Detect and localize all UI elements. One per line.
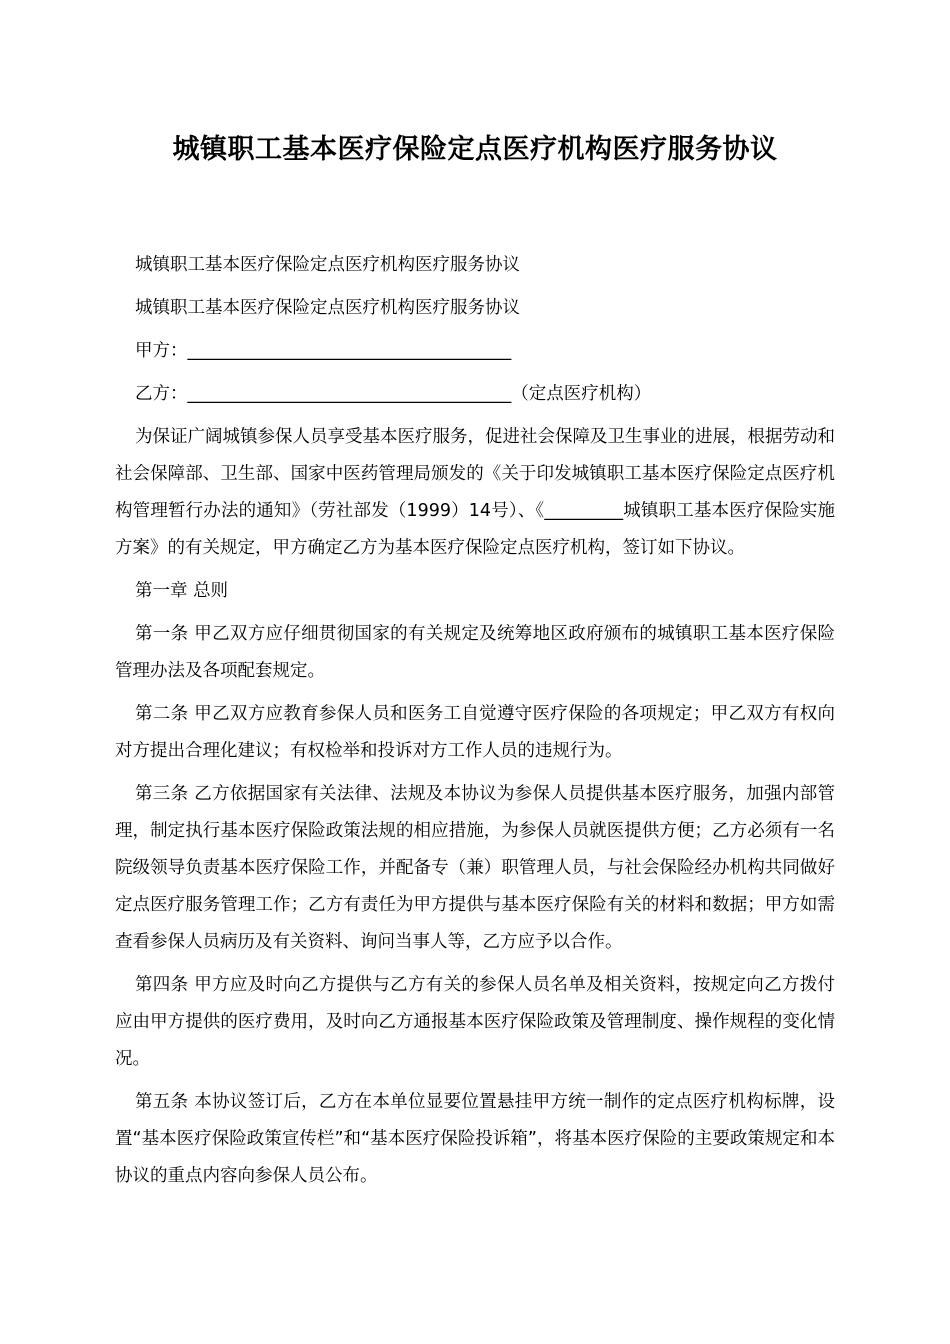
article-1: 第一条 甲乙双方应仔细贯彻国家的有关规定及统筹地区政府颁布的城镇职工基本医疗保险管理办法及各项配套规定。 [115,624,835,681]
article-3: 第三条 乙方依据国家有关法律、法规及本协议为参保人员提供基本医疗服务，加强内部管理，制定执行基本医疗保险政策法规的相应措施，为参保人员就医提供方便；乙方必须有一名院级领导负责基本医疗保险工作，并配备专（兼）职管理人员，与社会保险经办机构共同做好定点医疗服务管理工作；乙方有责任为甲方提供与基本医疗保险有关的材料和数据；甲方如需查看参保人员病历及有关资料、询问当事人等，乙方应予以合作。 [115,784,835,952]
article-4: 第四条 甲方应及时向乙方提供与乙方有关的参保人员名单及相关资料，按规定向乙方拨付应由甲方提供的医疗费用，及时向乙方通报基本医疗保险政策及管理制度、操作规程的变化情况。 [115,975,835,1069]
party-a-line: 甲方：_____________________________________ [135,341,512,361]
article-2: 第二条 甲乙双方应教育参保人员和医务工自觉遵守医疗保险的各项规定；甲乙双方有权向对方提出合理化建议；有权检举和投诉对方工作人员的违规行为。 [115,704,835,761]
article-5: 第五条 本协议签订后，乙方在本单位显要位置悬挂甲方统一制作的定点医疗机构标牌，设置“基本医疗保险政策宣传栏”和“基本医疗保险投诉箱”，将基本医疗保险的主要政策规定和本协议的重点内容向参保人员公布。 [115,1092,835,1186]
chapter-heading: 第一章 总则 [135,581,229,601]
document-title: 城镇职工基本医疗保险定点医疗机构医疗服务协议 [172,134,778,165]
preamble-paragraph: 为保证广阔城镇参保人员享受基本医疗服务，促进社会保障及卫生事业的进展，根据劳动和社会保障部、卫生部、国家中医药管理局颁发的《关于印发城镇职工基本医疗保险定点医疗机构管理暂行办法的通知》（劳社部发（1999）14号）、《_________城镇职工基本医疗保险实施方案》的有关规定，甲方确定乙方为基本医疗保险定点医疗机构，签订如下协议。 [115,427,835,558]
document-body [115,247,835,1195]
subtitle-line-1: 城镇职工基本医疗保险定点医疗机构医疗服务协议 [135,255,520,275]
party-b-line: 乙方：_____________________________________（定点医疗机构） [135,384,652,404]
subtitle-line-2: 城镇职工基本医疗保险定点医疗机构医疗服务协议 [135,298,520,318]
